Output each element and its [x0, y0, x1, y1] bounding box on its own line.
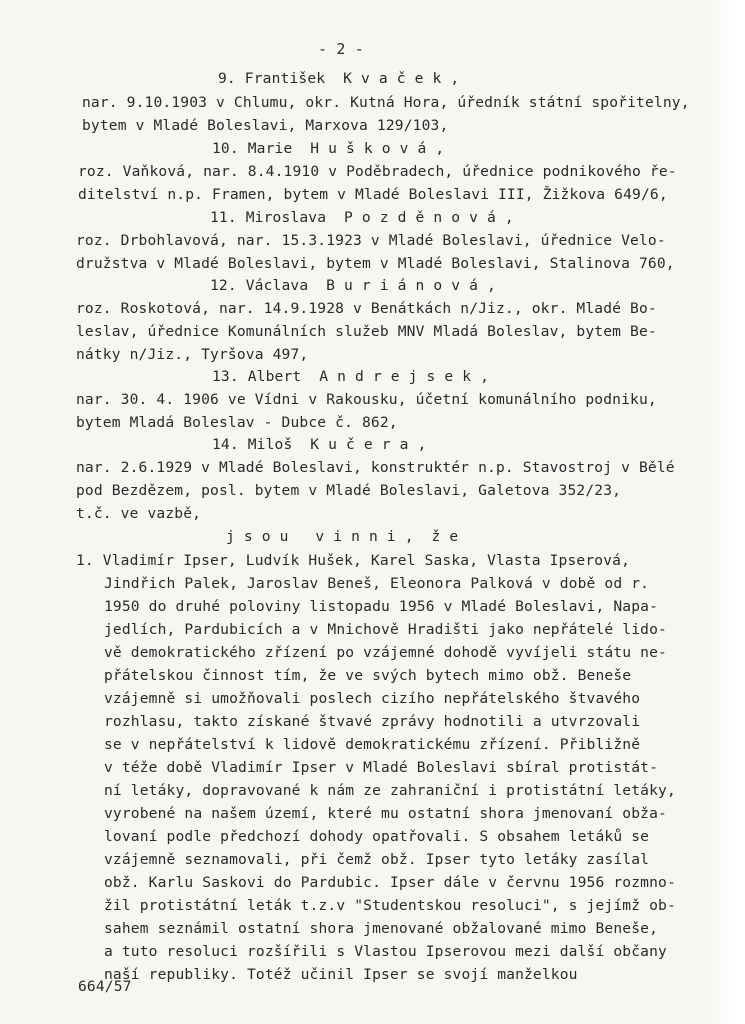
defendant-name: 9. František K v a č e k ,: [218, 70, 460, 87]
defendant-details: t.č. ve vazbě,: [76, 505, 202, 522]
charge-line: vě demokratického zřízení po vzájemné dohodě vyvíjeli státu ne-: [104, 644, 667, 661]
defendant-name: 13. Albert A n d r e j s e k ,: [212, 368, 490, 385]
charge-line: v téže době Vladimír Ipser v Mladé Boleslavi sbíral protistát-: [104, 759, 659, 776]
charge-line: jedlích, Pardubicích a v Mnichově Hradišti jako nepřátelé lido-: [104, 621, 667, 638]
charge-line: lovaní podle předchozí dohody opatřovali. S obsahem letáků se: [104, 828, 650, 845]
defendant-details: nar. 30. 4. 1906 ve Vídni v Rakousku, účetní komunálního podniku,: [76, 391, 657, 408]
charge-line: se v nepřátelství k lidově demokratickému zřízení. Přibližně: [104, 736, 641, 753]
defendant-details: bytem v Mladé Boleslavi, Marxova 129/103,: [82, 117, 449, 134]
charge-line: přátelskou činnost tím, že ve svých bytech mimo obž. Beneše: [104, 667, 632, 684]
defendant-details: bytem Mladá Boleslav - Dubce č. 862,: [76, 414, 398, 431]
defendant-details: roz. Vaňková, nar. 8.4.1910 v Poděbradech, úřednice podnikového ře-: [78, 163, 677, 180]
page-edge: [705, 0, 745, 1024]
charge-line: ní letáky, dopravované k nám ze zahraniční i protistátní letáky,: [104, 782, 676, 799]
defendant-details: nátky n/Jiz., Tyršova 497,: [76, 346, 309, 363]
charge-line: sahem seznámil ostatní shora jmenované obžalované mimo Beneše,: [104, 920, 659, 937]
defendant-details: pod Bezdězem, posl. bytem v Mladé Boleslavi, Galetova 352/23,: [76, 482, 622, 499]
charge-line: vzájemně si umožňovali poslech cizího nepřátelského štvavého: [104, 690, 641, 707]
charge-line: naší republiky. Totéž učinil Ipser se svojí manželkou: [104, 966, 578, 983]
charge-line: rozhlasu, takto získané štvavé zprávy hodnotili a utvrzovali: [104, 713, 641, 730]
defendant-details: leslav, úřednice Komunálních služeb MNV Mladá Boleslav, bytem Be-: [76, 323, 657, 340]
verdict-heading: j s o u v i n n i , ž e: [226, 528, 459, 545]
charge-line: Jindřich Palek, Jaroslav Beneš, Eleonora Palková v době od r.: [104, 575, 650, 592]
page-number: - 2 -: [318, 40, 364, 58]
defendant-details: družstva v Mladé Boleslavi, bytem v Mladé Boleslavi, Stalinova 760,: [76, 255, 675, 272]
charge-line: vzájemně seznamovali, při čemž obž. Ipser tyto letáky zasílal: [104, 851, 650, 868]
defendant-name: 11. Miroslava P o z d ě n o v á ,: [210, 209, 514, 226]
defendant-details: ditelství n.p. Framen, bytem v Mladé Boleslavi III, Žižkova 649/6,: [78, 186, 668, 203]
defendant-details: nar. 9.10.1903 v Chlumu, okr. Kutná Hora, úředník státní spořitelny,: [82, 94, 690, 111]
charge-line: a tuto resoluci rozšířili s Vlastou Ipserovou mezi další občany: [104, 943, 667, 960]
defendant-details: roz. Roskotová, nar. 14.9.1928 v Benátkách n/Jiz., okr. Mladé Bo-: [76, 300, 657, 317]
defendant-name: 12. Václava B u r i á n o v á ,: [210, 277, 496, 294]
document-reference: 664/57: [78, 978, 132, 995]
charge-line: 1950 do druhé poloviny listopadu 1956 v Mladé Boleslavi, Napa-: [104, 598, 659, 615]
defendant-details: roz. Drbohlavová, nar. 15.3.1923 v Mladé Boleslavi, úřednice Velo-: [76, 232, 666, 249]
charge-line: žil protistátní leták t.z.v "Studentskou resoluci", s jejímž ob-: [104, 897, 676, 914]
charge-line: vyrobené na našem území, které mu ostatní shora jmenovaní obža-: [104, 805, 667, 822]
charge-line: obž. Karlu Saskovi do Pardubic. Ipser dále v červnu 1956 rozmno-: [104, 874, 676, 891]
defendant-name: 14. Miloš K u č e r a ,: [212, 436, 427, 453]
defendant-details: nar. 2.6.1929 v Mladé Boleslavi, konstruktér n.p. Stavostroj v Bělé: [76, 459, 675, 476]
charge-line: 1. Vladimír Ipser, Ludvík Hušek, Karel Saska, Vlasta Ipserová,: [76, 552, 631, 569]
defendant-name: 10. Marie H u š k o v á ,: [212, 140, 445, 157]
